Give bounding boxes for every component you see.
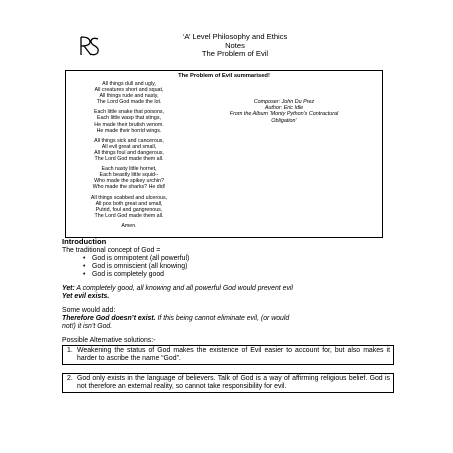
list-item: • God is omnipotent (all powerful) — [92, 255, 392, 263]
poem-stanza — [74, 223, 184, 229]
attribute-list — [62, 255, 392, 279]
possible-solutions-label: Possible Alternative solutions:- — [62, 336, 156, 344]
therefore-paragraph — [62, 315, 392, 323]
credit-album-cont: Obligation’ — [271, 117, 297, 124]
header-notes: Notes — [225, 40, 245, 50]
poem-line: Each beastly little squid-- — [99, 172, 159, 179]
poem-line: Each nasty little hornet, — [101, 166, 157, 173]
solution-text: God only exists in the language of believers. Talk of God is a way of affirming religious belief. God is not therefore an external reality, so cannot take responsibility for evil. — [77, 375, 390, 390]
yet-text: A completely good, all knowing and all powerful God would prevent evil — [74, 284, 293, 292]
section-heading: Introduction — [62, 237, 107, 246]
therefore-bold: Therefore God doesn’t exist. — [62, 314, 156, 322]
poem-line: Amen. — [121, 222, 137, 229]
poem-line: All pox both great and small, — [95, 200, 163, 207]
poem-line: All things rude and nasty, — [99, 93, 159, 100]
poem-line: Each little wasp that stings, — [97, 115, 161, 122]
poem-line: All creatures short and squat, — [94, 87, 164, 94]
yet-evil-exists: Yet evil exists. — [62, 292, 110, 300]
poem-stanza — [74, 138, 184, 162]
poem-line: The Lord God made them all. — [94, 156, 164, 163]
therefore-italic-cont: not!) it isn’t God. — [62, 322, 113, 330]
list-item: • God is completely good — [92, 271, 392, 279]
poem-stanza — [74, 166, 184, 190]
solution-box-1 — [62, 345, 394, 365]
poem-line: All evil great and small, — [101, 143, 157, 150]
credit-album: From the Album ‘Monty Python's Contractural — [229, 111, 339, 118]
poem-title: The Problem of Evil summarised! — [178, 73, 270, 79]
poem-line: He made their horrid wings. — [96, 127, 162, 134]
document-header — [120, 33, 350, 59]
solution-number: 2. — [67, 375, 73, 382]
yet-paragraph — [62, 285, 392, 293]
header-topic: The Problem of Evil — [201, 49, 269, 59]
poem-line: All things sick and cancerous, — [94, 137, 164, 144]
credit-author: Author: Eric Idle — [264, 105, 304, 112]
some-would-add: Some would add: — [62, 306, 116, 314]
poem-line: Who made the sharks? He did! — [92, 184, 166, 191]
header-course: ‘A’ Level Philosophy and Ethics — [182, 32, 288, 41]
credit-composer: Composer: John Du Prez — [253, 99, 315, 105]
poem-line: He made their brutish venom. — [94, 121, 164, 128]
poem-box — [65, 70, 383, 238]
poem-line: All things scabbed and ulcerous, — [90, 194, 168, 201]
therefore-italic: If this being cannot eliminate evil, (or would — [155, 314, 290, 322]
poem-line: The Lord God made the lot. — [96, 99, 162, 106]
poem-lyrics — [74, 81, 184, 233]
poem-stanza — [74, 109, 184, 133]
rs-logo-icon — [78, 35, 100, 57]
poem-line: All things dull and ugly, — [102, 81, 156, 87]
poem-line: All things foul and dangerous, — [94, 149, 164, 156]
list-item: • God is omniscient (all knowing) — [92, 263, 392, 271]
yet-label: Yet: — [62, 284, 75, 292]
poem-stanza — [74, 81, 184, 105]
introduction-section — [62, 238, 392, 345]
song-credits — [190, 99, 378, 124]
solution-text: Weakening the status of God makes the existence of Evil easier to account for, but also makes it harder to ascribe the name “God”. — [77, 347, 390, 362]
poem-line: Putrid, foul and gangrenous, — [95, 206, 163, 213]
poem-stanza — [74, 195, 184, 219]
solution-number: 1. — [67, 347, 73, 354]
poem-line: Each little snake that poisons, — [93, 109, 165, 116]
poem-line: The Lord God made them all. — [94, 212, 164, 219]
solution-box-2 — [62, 373, 394, 393]
poem-line: Who made the spikey urchin? — [94, 178, 164, 185]
concept-line: The traditional concept of God = — [62, 246, 161, 254]
